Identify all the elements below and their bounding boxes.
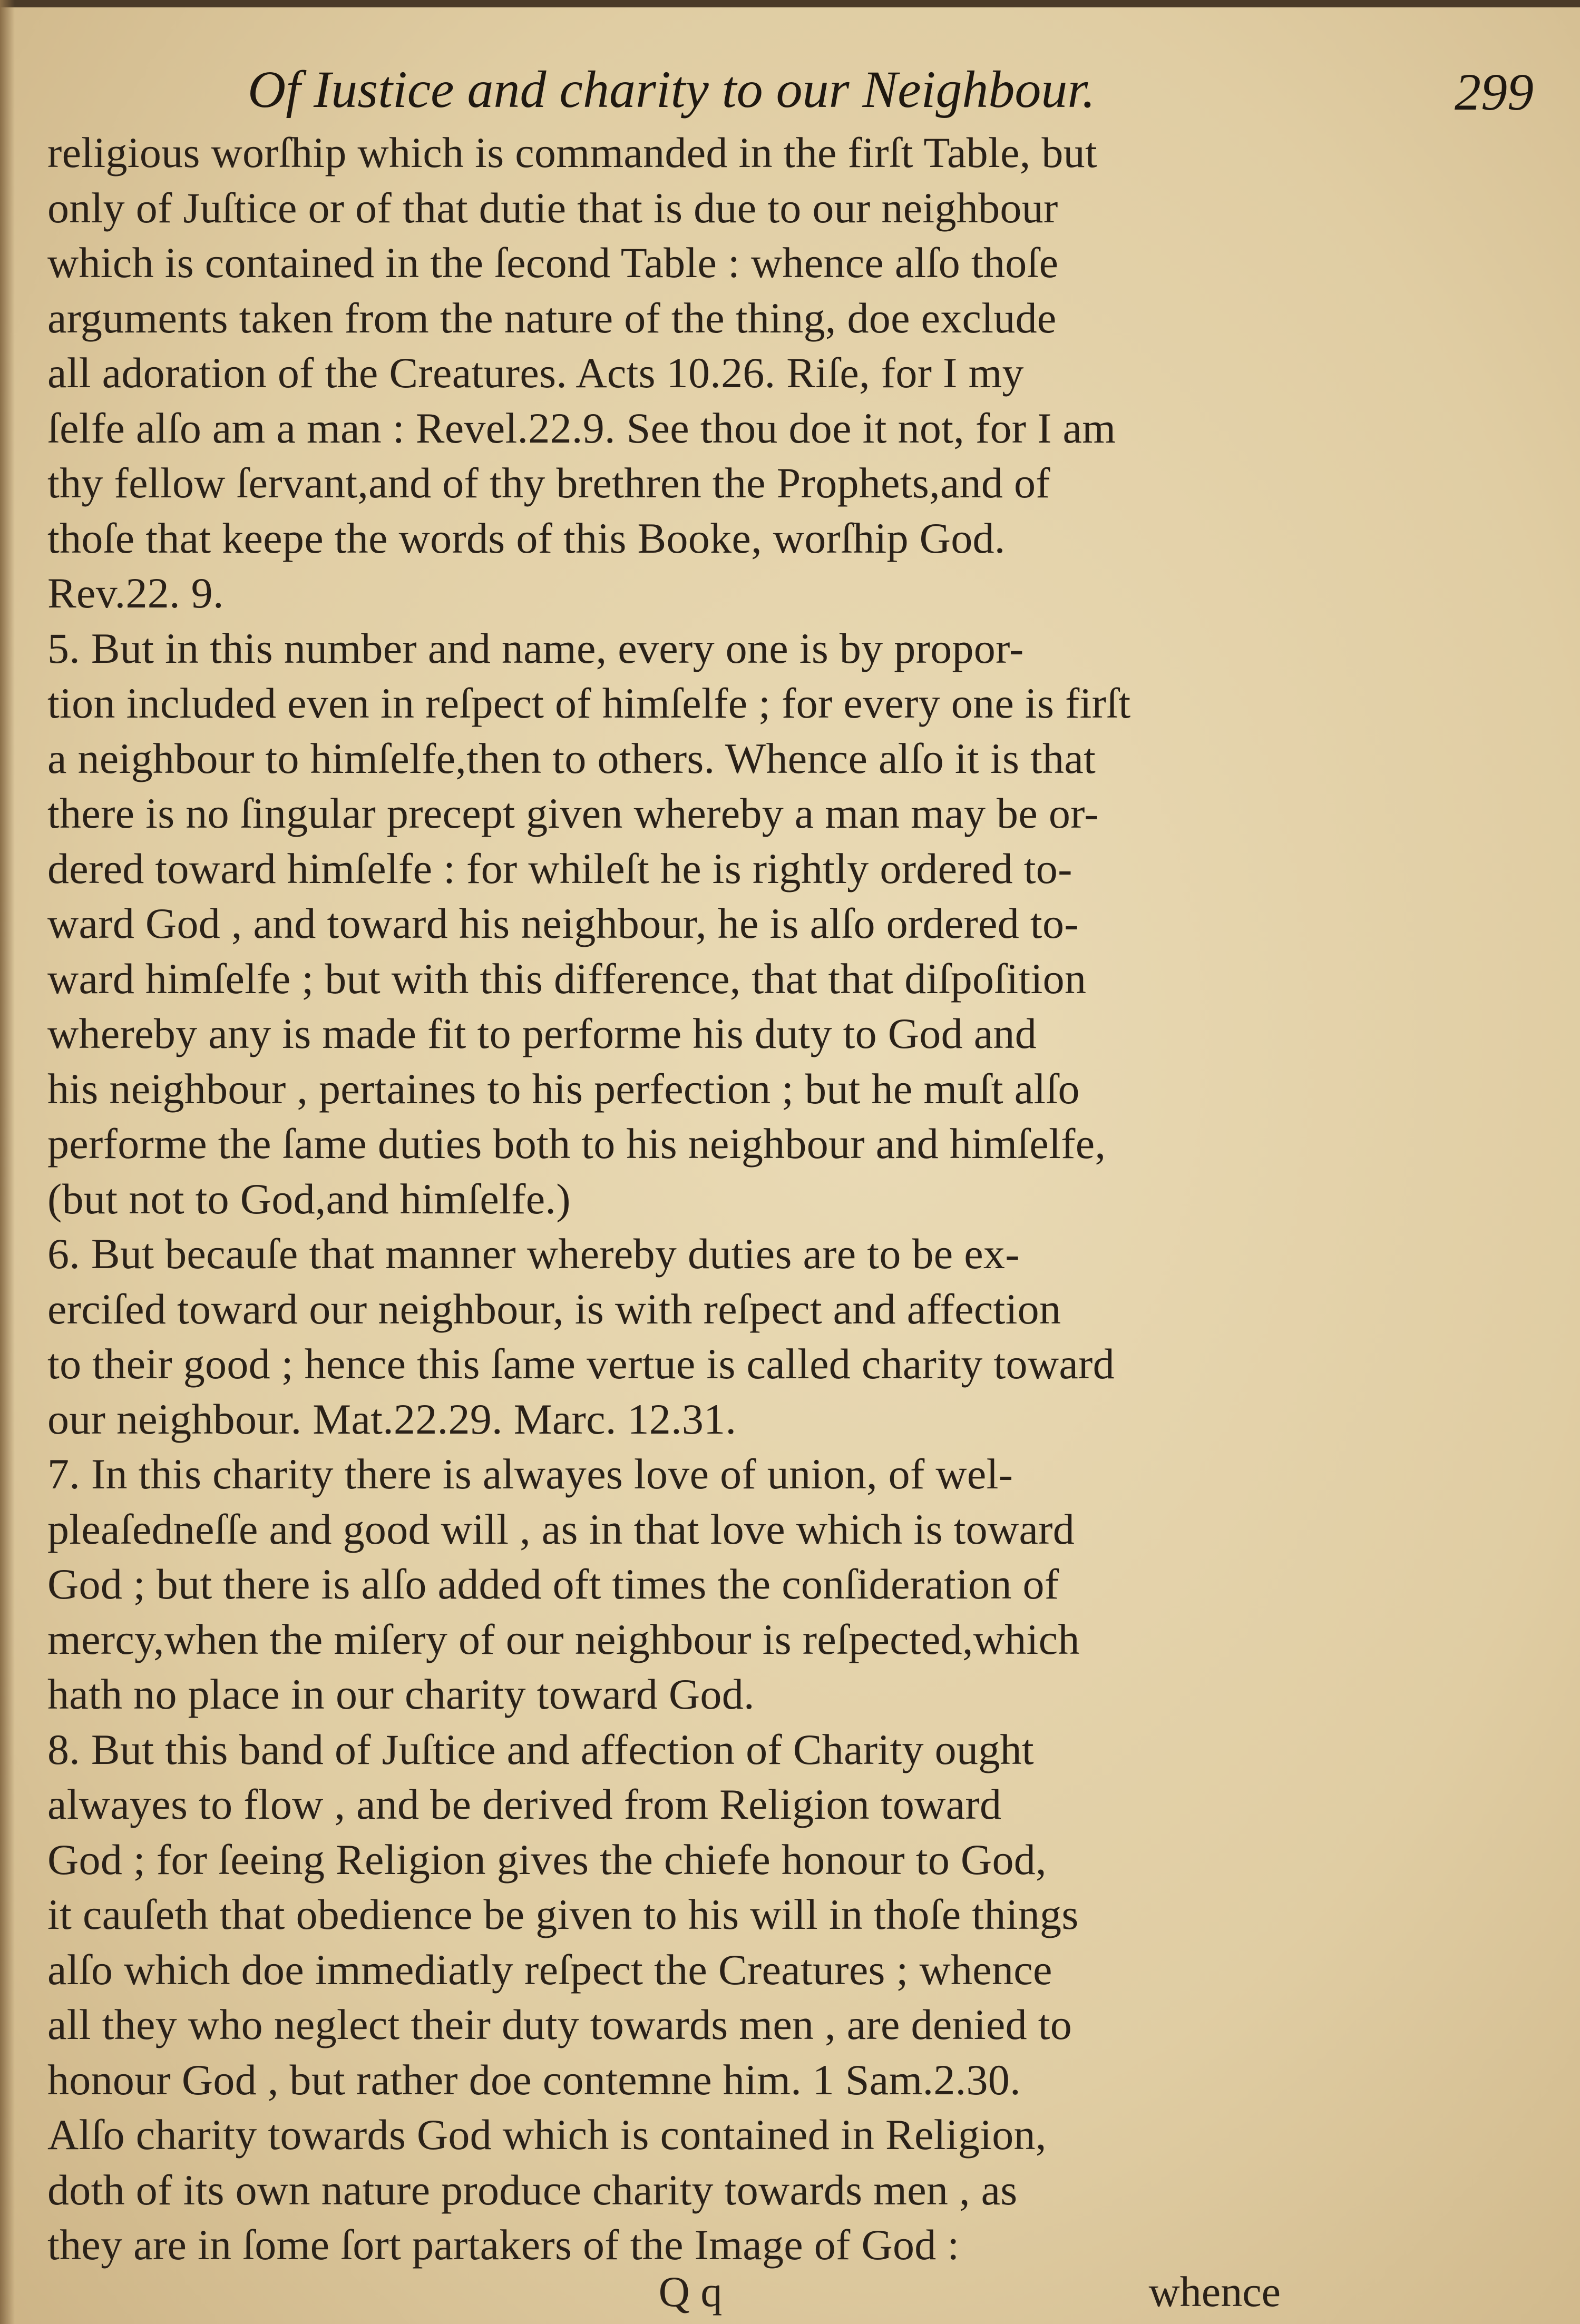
text-line: mercy,when the miſery of our neighbour is reſpected,which — [47, 1615, 1080, 1663]
text-line: ward God , and toward his neighbour, he is alſo ordered to- — [47, 899, 1079, 947]
text-line: a neighbour to himſelfe,then to others. Whence alſo it is that — [47, 734, 1096, 782]
signature-mark: Q q — [658, 2268, 723, 2316]
page-gutter-shadow — [0, 0, 15, 2324]
text-line: erciſed toward our neighbour, is with reſpect and affection — [47, 1284, 1061, 1333]
text-line: performe the ſame duties both to his neighbour and himſelfe, — [47, 1120, 1106, 1168]
text-line: doth of its own nature produce charity towards men , as — [47, 2165, 1018, 2214]
text-line: alwayes to flow , and be derived from Religion toward — [47, 1780, 1002, 1828]
text-line: only of Juſtice or of that dutie that is due to our neighbour — [47, 183, 1058, 232]
text-line: thy fellow ſervant,and of thy brethren the Prophets,and of — [47, 459, 1050, 507]
text-line: God ; but there is alſo added oft times the conſideration of — [47, 1560, 1059, 1608]
text-line: they are in ſome ſort partakers of the Image of God : — [47, 2221, 960, 2269]
text-line: whereby any is made fit to performe his duty to God and — [47, 1009, 1037, 1057]
text-line: thoſe that keepe the words of this Booke, worſhip God. — [47, 514, 1006, 562]
text-line: ward himſelfe ; but with this difference, that that diſpoſition — [47, 954, 1087, 1003]
text-line: there is no ſingular precept given whereby a man may be or- — [47, 789, 1099, 837]
text-line: God ; for ſeeing Religion gives the chiefe honour to God, — [47, 1835, 1047, 1884]
text-line: alſo which doe immediatly reſpect the Creatures ; whence — [47, 1945, 1052, 1994]
page-number: 299 — [1455, 63, 1534, 121]
text-line: dered toward himſelfe : for whileſt he is rightly ordered to- — [47, 844, 1072, 893]
text-line: (but not to God,and himſelfe.) — [47, 1174, 571, 1223]
catchword: whence — [1148, 2268, 1281, 2316]
page-top-shadow — [0, 0, 1580, 7]
running-head: Of Iustice and charity to our Neighbour. — [248, 60, 1096, 119]
body-text — [47, 125, 1296, 2273]
text-line: tion included even in reſpect of himſelfe ; for every one is firſt — [47, 679, 1131, 727]
text-line: Alſo charity towards God which is contained in Religion, — [47, 2111, 1047, 2159]
text-line: our neighbour. Mat.22.29. Marc. 12.31. — [47, 1395, 737, 1443]
text-line: arguments taken from the nature of the thing, doe exclude — [47, 293, 1057, 342]
text-line: to their good ; hence this ſame vertue is called charity toward — [47, 1340, 1115, 1388]
text-line: his neighbour , pertaines to his perfection ; but he muſt alſo — [47, 1064, 1080, 1113]
text-line: hath no place in our charity toward God. — [47, 1670, 755, 1718]
text-line: ſelfe alſo am a man : Revel.22.9. See thou doe it not, for I am — [47, 404, 1116, 452]
text-line: 6. But becauſe that manner whereby duties are to be ex- — [47, 1230, 1020, 1278]
text-line: 7. In this charity there is alwayes love of union, of wel- — [47, 1450, 1013, 1498]
text-line: honour God , but rather doe contemne him. 1 Sam.2.30. — [47, 2055, 1021, 2104]
text-line: 5. But in this number and name, every one is by propor- — [47, 624, 1024, 672]
text-line: 8. But this band of Juſtice and affection of Charity ought — [47, 1725, 1034, 1773]
text-line: pleaſedneſſe and good will , as in that love which is toward — [47, 1505, 1075, 1553]
text-line: religious worſhip which is commanded in the firſt Table, but — [47, 129, 1098, 176]
text-line: which is contained in the ſecond Table : whence alſo thoſe — [47, 239, 1059, 287]
text-line: all adoration of the Creatures. Acts 10.26. Riſe, for I my — [47, 349, 1024, 397]
page-footer — [0, 2266, 1580, 2318]
text-line: it cauſeth that obedience be given to his will in thoſe things — [47, 1890, 1079, 1938]
text-line: all they who neglect their duty towards men , are denied to — [47, 2001, 1072, 2048]
text-line: Rev.22. 9. — [47, 569, 224, 617]
